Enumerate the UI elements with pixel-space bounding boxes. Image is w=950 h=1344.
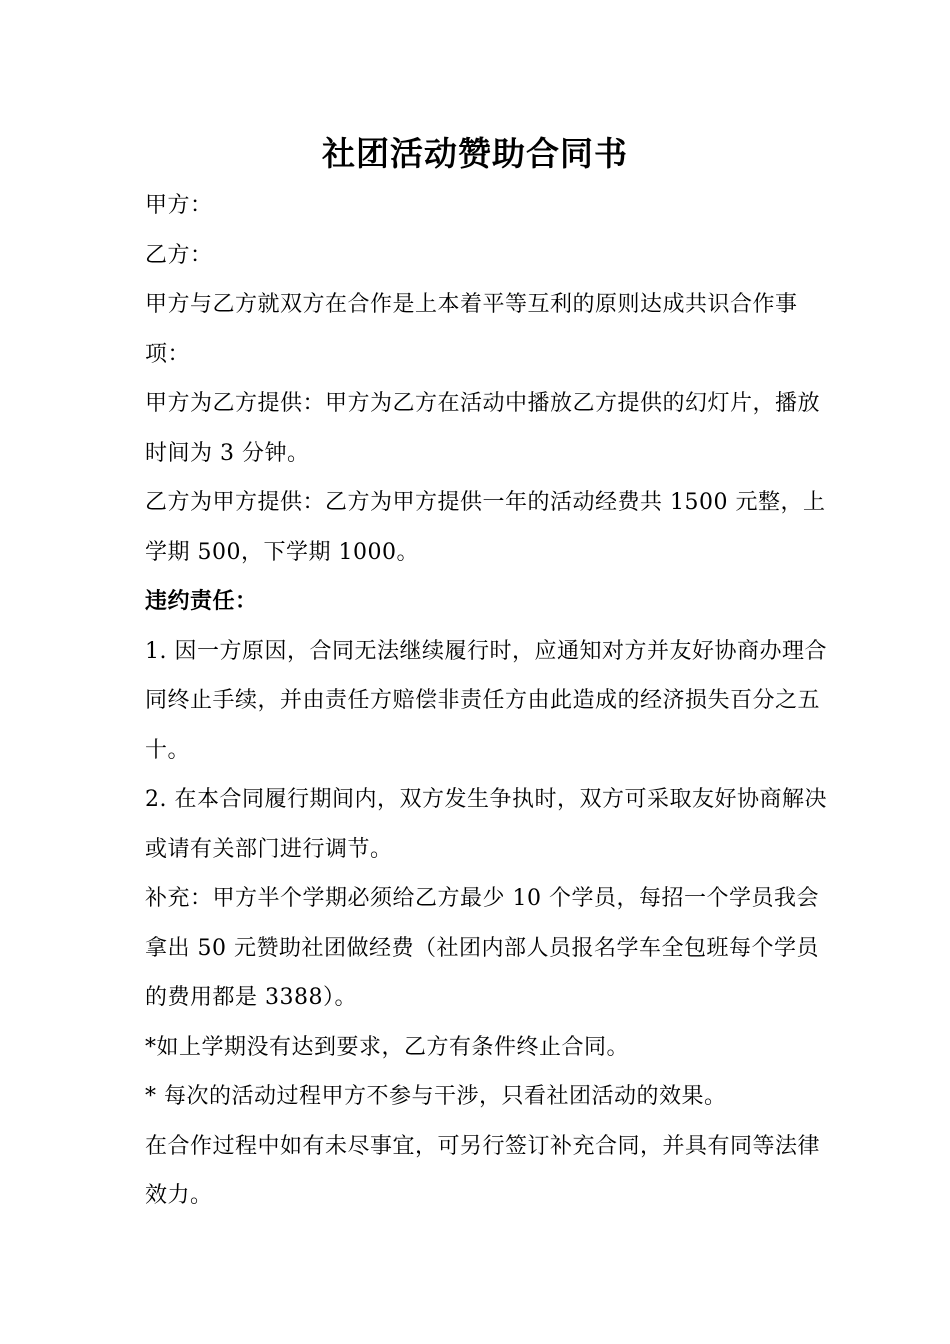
breach-liability-heading: 违约责任： (145, 588, 258, 614)
document-body (145, 181, 835, 1221)
clause-1-paragraph: 1. 因一方原因，合同无法继续履行时，应通知对方并友好协商办理合同终止手续，并由责任方赔偿非责任方由此造成的经济损失百分之五十。 (145, 638, 827, 763)
note-2-paragraph: * 每次的活动过程甲方不参与干涉，只看社团活动的效果。 (145, 1084, 727, 1109)
party-a-provides-paragraph: 甲方为乙方提供：甲方为乙方在活动中播放乙方提供的幻灯片，播放时间为 3 分钟。 (145, 391, 821, 466)
clause-2-paragraph: 2. 在本合同履行期间内，双方发生争执时，双方可采取友好协商解决或请有关部门进行调节。 (145, 787, 827, 862)
document-title: 社团活动赞助合同书 (322, 134, 628, 173)
note-1-paragraph: *如上学期没有达到要求，乙方有条件终止合同。 (145, 1034, 630, 1060)
party-a-line: 甲方： (145, 193, 213, 218)
supplement-paragraph: 补充：甲方半个学期必须给乙方最少 10 个学员，每招一个学员我会拿出 50 元赞助社团做经费（社团内部人员报名学车全包班每个学员的费用都是 3388）。 (145, 886, 819, 1010)
closing-paragraph: 在合作过程中如有未尽事宜，可另行签订补充合同，并具有同等法律效力。 (145, 1133, 821, 1208)
party-b-line: 乙方： (145, 242, 213, 268)
intro-paragraph: 甲方与乙方就双方在合作是上本着平等互利的原则达成共识合作事项： (145, 292, 798, 367)
party-b-provides-paragraph: 乙方为甲方提供：乙方为甲方提供一年的活动经费共 1500 元整，上学期 500，下学期 1000。 (145, 490, 826, 565)
